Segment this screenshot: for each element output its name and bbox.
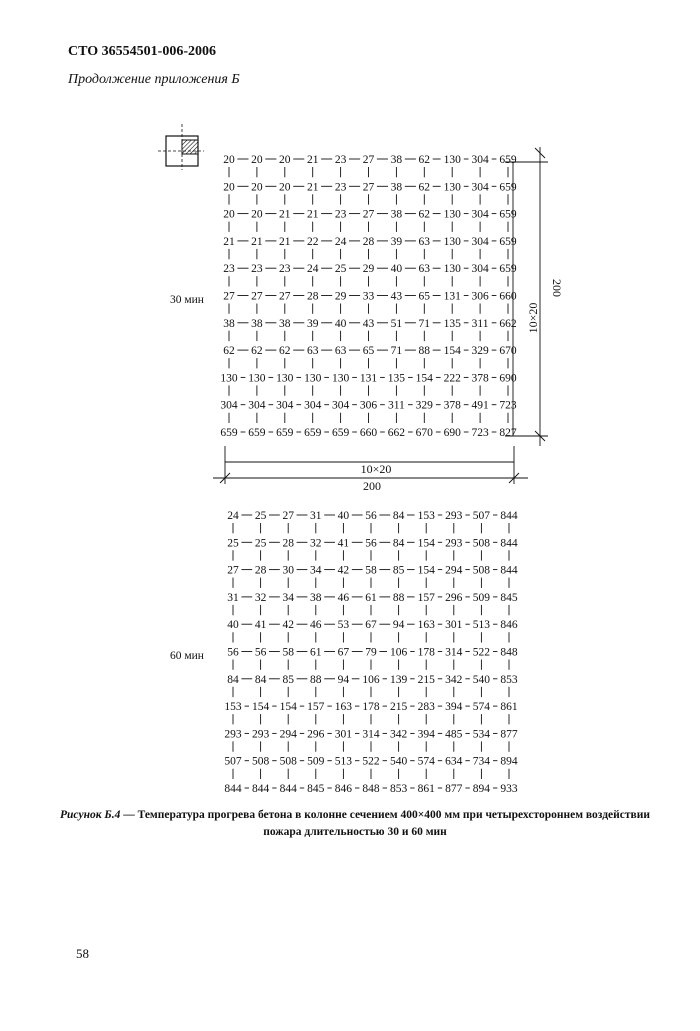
temperature-value: 130	[443, 154, 461, 166]
temperature-value: 63	[418, 263, 431, 276]
temperature-value: 62	[223, 345, 235, 358]
temperature-value: 163	[334, 701, 353, 714]
temperature-value: 485	[445, 728, 463, 741]
temperature-value: 88	[418, 345, 431, 358]
temperature-value: 130	[443, 263, 461, 276]
temperature-value: 25	[254, 510, 267, 522]
temperature-value: 20	[223, 154, 235, 166]
temperature-value: 634	[445, 755, 463, 768]
temperature-value: 540	[472, 673, 491, 686]
temperature-value: 154	[415, 372, 433, 385]
temperature-value: 27	[362, 208, 375, 221]
temperature-value: 38	[310, 591, 322, 604]
temperature-value: 540	[389, 755, 408, 768]
temperature-value: 23	[334, 208, 347, 221]
temperature-value: 294	[445, 564, 463, 577]
temperature-value: 329	[415, 399, 433, 412]
temperature-value: 88	[310, 673, 322, 686]
temperature-value: 301	[445, 619, 463, 632]
temperature-value: 32	[310, 537, 322, 550]
temperature-value: 853	[500, 673, 518, 686]
temperature-value: 27	[282, 510, 294, 522]
time-label-30: 30 мин	[170, 294, 204, 306]
temperature-value: 853	[389, 783, 408, 795]
temperature-value: 314	[445, 646, 463, 659]
temperature-value: 659	[220, 427, 238, 439]
figure-caption-text: — Температура прогрева бетона в колонне сечением 400×400 мм при четырехстороннем воздействии пожара длительностью 30 и 60 мин	[120, 809, 650, 838]
temperature-value: 31	[310, 510, 322, 522]
temperature-value: 21	[306, 154, 319, 166]
temperature-value: 131	[443, 290, 461, 303]
temperature-value: 62	[418, 181, 431, 194]
temperature-value: 27	[227, 564, 239, 577]
temperature-value: 29	[334, 290, 347, 303]
temperature-value: 23	[251, 263, 263, 276]
temperature-value: 41	[337, 537, 350, 550]
temperature-value: 40	[334, 317, 347, 330]
temperature-value: 38	[279, 317, 291, 330]
temperature-value: 46	[337, 591, 350, 604]
temperature-value: 659	[248, 427, 266, 439]
temperature-value: 130	[276, 372, 294, 385]
temperature-value: 39	[306, 317, 319, 330]
temperature-value: 67	[365, 619, 377, 632]
document-code: СТО 36554501-006-2006	[68, 44, 216, 59]
temperature-value: 157	[307, 701, 325, 714]
temperature-value: 574	[472, 701, 491, 714]
temperature-value: 28	[362, 235, 375, 248]
temperature-value: 20	[251, 208, 263, 221]
temperature-value: 304	[471, 263, 489, 276]
appendix-continuation-title: Продолжение приложения Б	[68, 72, 240, 87]
temperature-value: 27	[362, 181, 375, 194]
temperature-value: 342	[389, 728, 408, 741]
temperature-value: 71	[418, 317, 431, 330]
temperature-value: 130	[304, 372, 322, 385]
temperature-value: 23	[223, 263, 235, 276]
temperature-value: 659	[499, 181, 517, 194]
temperature-value: 509	[472, 591, 491, 604]
temperature-value: 85	[392, 564, 405, 577]
temperature-value: 877	[445, 783, 463, 795]
temperature-value: 21	[279, 208, 291, 221]
temperature-value: 660	[499, 290, 517, 303]
temperature-value: 844	[500, 510, 518, 522]
temperature-value: 61	[310, 646, 322, 659]
temperature-value: 63	[418, 235, 431, 248]
temperature-value: 20	[279, 181, 291, 194]
temperature-value: 106	[362, 673, 380, 686]
temperature-value: 27	[223, 290, 235, 303]
temperature-value: 659	[276, 427, 294, 439]
temperature-value: 690	[499, 372, 517, 385]
temperature-value: 306	[471, 290, 489, 303]
temperature-value: 670	[415, 427, 433, 439]
temperature-value: 43	[390, 290, 403, 303]
temperature-value: 222	[443, 372, 461, 385]
temperature-value: 311	[387, 399, 405, 412]
temperature-value: 62	[418, 154, 431, 166]
temperature-value: 848	[362, 783, 380, 795]
temperature-value: 85	[282, 673, 294, 686]
temperature-value: 844	[251, 783, 270, 795]
temperature-value: 46	[310, 619, 322, 632]
temperature-value: 304	[471, 208, 489, 221]
temperature-value: 163	[417, 619, 435, 632]
temperature-value: 28	[282, 537, 294, 550]
temperature-value: 24	[334, 235, 347, 248]
temperature-value: 304	[276, 399, 294, 412]
temperature-value: 734	[472, 755, 491, 768]
temperature-value: 34	[310, 564, 322, 577]
time-label-60: 60 мин	[170, 650, 204, 662]
temperature-value: 61	[365, 591, 377, 604]
temperature-value: 153	[417, 510, 435, 522]
temperature-value: 40	[227, 619, 239, 632]
temperature-value: 513	[334, 755, 353, 768]
temperature-value: 38	[390, 181, 403, 194]
temperature-value: 40	[390, 263, 403, 276]
temperature-value: 659	[499, 208, 517, 221]
temperature-value: 690	[443, 427, 461, 439]
temperature-value: 157	[417, 591, 435, 604]
temperature-value: 40	[337, 510, 350, 522]
temperature-value: 28	[254, 564, 267, 577]
temperature-value: 131	[359, 372, 378, 385]
temperature-value: 25	[254, 537, 267, 550]
temperature-value: 846	[334, 783, 353, 795]
temperature-value: 62	[418, 208, 431, 221]
temperature-value: 845	[307, 783, 325, 795]
temperature-value: 507	[472, 510, 491, 522]
temperature-value: 42	[282, 619, 294, 632]
temperature-value: 508	[251, 755, 270, 768]
temperature-value: 130	[331, 372, 350, 385]
dim-inner-vertical: 10×20	[526, 302, 540, 334]
temperature-value: 301	[334, 728, 353, 741]
temperature-value: 304	[220, 399, 238, 412]
temperature-value: 38	[251, 317, 263, 330]
temperature-value: 33	[362, 290, 375, 303]
temperature-value: 378	[443, 399, 461, 412]
temperature-value: 723	[471, 427, 489, 439]
grid-60-min	[224, 510, 518, 795]
temperature-value: 56	[365, 510, 377, 522]
temperature-value: 508	[279, 755, 297, 768]
temperature-value: 20	[251, 181, 263, 194]
temperature-value: 21	[251, 235, 263, 248]
temperature-value: 62	[251, 345, 263, 358]
temperature-value: 304	[248, 399, 266, 412]
temperature-value: 27	[251, 290, 263, 303]
temperature-value: 154	[417, 564, 435, 577]
temperature-value: 296	[445, 591, 463, 604]
temperature-value: 304	[471, 154, 489, 166]
temperature-value: 130	[443, 181, 461, 194]
temperature-value: 63	[306, 345, 319, 358]
temperature-value: 34	[282, 591, 294, 604]
temperature-value: 670	[499, 345, 517, 358]
temperature-value: 861	[500, 701, 518, 714]
temperature-value: 67	[337, 646, 350, 659]
temperature-value: 56	[227, 646, 239, 659]
temperature-value: 153	[224, 701, 242, 714]
temperature-value: 41	[254, 619, 267, 632]
temperature-value: 38	[223, 317, 235, 330]
temperature-value: 294	[279, 728, 297, 741]
temperature-value: 38	[390, 208, 403, 221]
temperature-value: 20	[223, 181, 235, 194]
temperature-value: 215	[389, 701, 408, 714]
temperature-value: 24	[227, 510, 239, 522]
temperature-value: 314	[362, 728, 380, 741]
temperature-value: 178	[417, 646, 435, 659]
temperature-value: 659	[331, 427, 350, 439]
temperature-value: 84	[254, 673, 267, 686]
temperature-value: 293	[445, 510, 463, 522]
temperature-value: 84	[392, 537, 405, 550]
temperature-value: 28	[306, 290, 319, 303]
temperature-value: 79	[365, 646, 377, 659]
temperature-value: 509	[307, 755, 325, 768]
temperature-value: 507	[224, 755, 242, 768]
temperature-value: 154	[443, 345, 461, 358]
temperature-value: 88	[392, 591, 405, 604]
temperature-value: 933	[500, 783, 518, 795]
temperature-value: 723	[499, 399, 517, 412]
temperature-value: 844	[279, 783, 297, 795]
temperature-value: 522	[362, 755, 380, 768]
temperature-value: 508	[472, 564, 491, 577]
temperature-value: 311	[471, 317, 489, 330]
temperature-value: 32	[254, 591, 267, 604]
temperature-value: 25	[334, 263, 347, 276]
temperature-value: 659	[499, 235, 517, 248]
temperature-value: 84	[227, 673, 239, 686]
temperature-value: 27	[279, 290, 291, 303]
temperature-value: 71	[390, 345, 403, 358]
temperature-value: 58	[282, 646, 294, 659]
temperature-value: 24	[306, 263, 319, 276]
temperature-value: 51	[390, 317, 403, 330]
temperature-value: 84	[392, 510, 405, 522]
temperature-value: 65	[418, 290, 431, 303]
temperature-value: 845	[500, 591, 518, 604]
temperature-value: 23	[334, 154, 347, 166]
temperature-value: 662	[387, 427, 406, 439]
temperature-value: 63	[334, 345, 347, 358]
temperature-value: 56	[254, 646, 267, 659]
temperature-value: 154	[279, 701, 297, 714]
temperature-value: 154	[417, 537, 435, 550]
temperature-value: 21	[279, 235, 291, 248]
temperature-value: 130	[220, 372, 238, 385]
temperature-value: 293	[251, 728, 270, 741]
temperature-value: 283	[417, 701, 435, 714]
temperature-value: 534	[472, 728, 491, 741]
temperature-value: 20	[279, 154, 291, 166]
temperature-value: 21	[223, 235, 235, 248]
temperature-value: 304	[304, 399, 322, 412]
temperature-value: 844	[224, 783, 242, 795]
temperature-value: 522	[472, 646, 491, 659]
temperature-value: 58	[365, 564, 377, 577]
dim-outer-horizontal: 200	[363, 479, 381, 493]
grid-30-min	[220, 154, 517, 439]
temperature-value: 38	[390, 154, 403, 166]
page-number: 58	[76, 946, 89, 961]
temperature-value: 394	[417, 728, 435, 741]
temperature-value: 846	[500, 619, 518, 632]
temperature-value: 329	[471, 345, 489, 358]
temperature-value: 65	[362, 345, 375, 358]
temperature-value: 94	[337, 673, 350, 686]
temperature-value: 130	[443, 208, 461, 221]
temperature-value: 304	[471, 235, 489, 248]
temperature-value: 848	[500, 646, 518, 659]
temperature-value: 178	[362, 701, 380, 714]
temperature-value: 293	[224, 728, 242, 741]
temperature-value: 378	[471, 372, 489, 385]
temperature-value: 42	[337, 564, 350, 577]
figure-caption	[60, 807, 650, 841]
temperature-value: 23	[334, 181, 347, 194]
temperature-value: 20	[223, 208, 235, 221]
temperature-value: 21	[306, 181, 319, 194]
temperature-value: 877	[500, 728, 518, 741]
dim-inner-horizontal: 10×20	[360, 462, 392, 476]
temperature-value: 29	[362, 263, 375, 276]
temperature-value: 513	[472, 619, 491, 632]
temperature-value: 31	[227, 591, 239, 604]
temperature-value: 39	[390, 235, 403, 248]
temperature-value: 660	[359, 427, 378, 439]
column-section-icon	[158, 124, 204, 170]
temperature-value: 23	[279, 263, 291, 276]
dim-outer-vertical: 200	[550, 279, 564, 297]
temperature-value: 844	[500, 564, 518, 577]
temperature-value: 135	[443, 317, 461, 330]
temperature-value: 154	[251, 701, 270, 714]
temperature-value: 94	[392, 619, 405, 632]
temperature-value: 491	[471, 399, 489, 412]
temperature-value: 130	[248, 372, 266, 385]
temperature-value: 861	[417, 783, 435, 795]
temperature-value: 394	[445, 701, 463, 714]
temperature-value: 894	[472, 783, 491, 795]
temperature-value: 574	[417, 755, 435, 768]
figure-caption-label: Рисунок Б.4	[60, 809, 121, 821]
temperature-value: 304	[471, 181, 489, 194]
temperature-value: 296	[307, 728, 325, 741]
temperature-value: 508	[472, 537, 491, 550]
temperature-value: 659	[304, 427, 322, 439]
temperature-value: 43	[362, 317, 375, 330]
temperature-value: 20	[251, 154, 263, 166]
temperature-value: 844	[500, 537, 518, 550]
temperature-value: 659	[499, 154, 517, 166]
temperature-value: 827	[499, 427, 517, 439]
temperature-value: 62	[279, 345, 291, 358]
temperature-value: 30	[282, 564, 294, 577]
temperature-value: 56	[365, 537, 377, 550]
temperature-value: 22	[306, 235, 319, 248]
temperature-value: 27	[362, 154, 375, 166]
temperature-value: 139	[389, 673, 408, 686]
temperature-value: 659	[499, 263, 517, 276]
temperature-value: 215	[417, 673, 435, 686]
temperature-value: 662	[499, 317, 517, 330]
temperature-value: 306	[359, 399, 378, 412]
temperature-value: 304	[331, 399, 350, 412]
temperature-value: 106	[389, 646, 408, 659]
temperature-value: 130	[443, 235, 461, 248]
temperature-value: 25	[227, 537, 239, 550]
temperature-value: 293	[445, 537, 463, 550]
temperature-value: 342	[445, 673, 463, 686]
temperature-value: 894	[500, 755, 518, 768]
temperature-value: 53	[337, 619, 350, 632]
temperature-value: 21	[306, 208, 319, 221]
temperature-value: 135	[387, 372, 406, 385]
